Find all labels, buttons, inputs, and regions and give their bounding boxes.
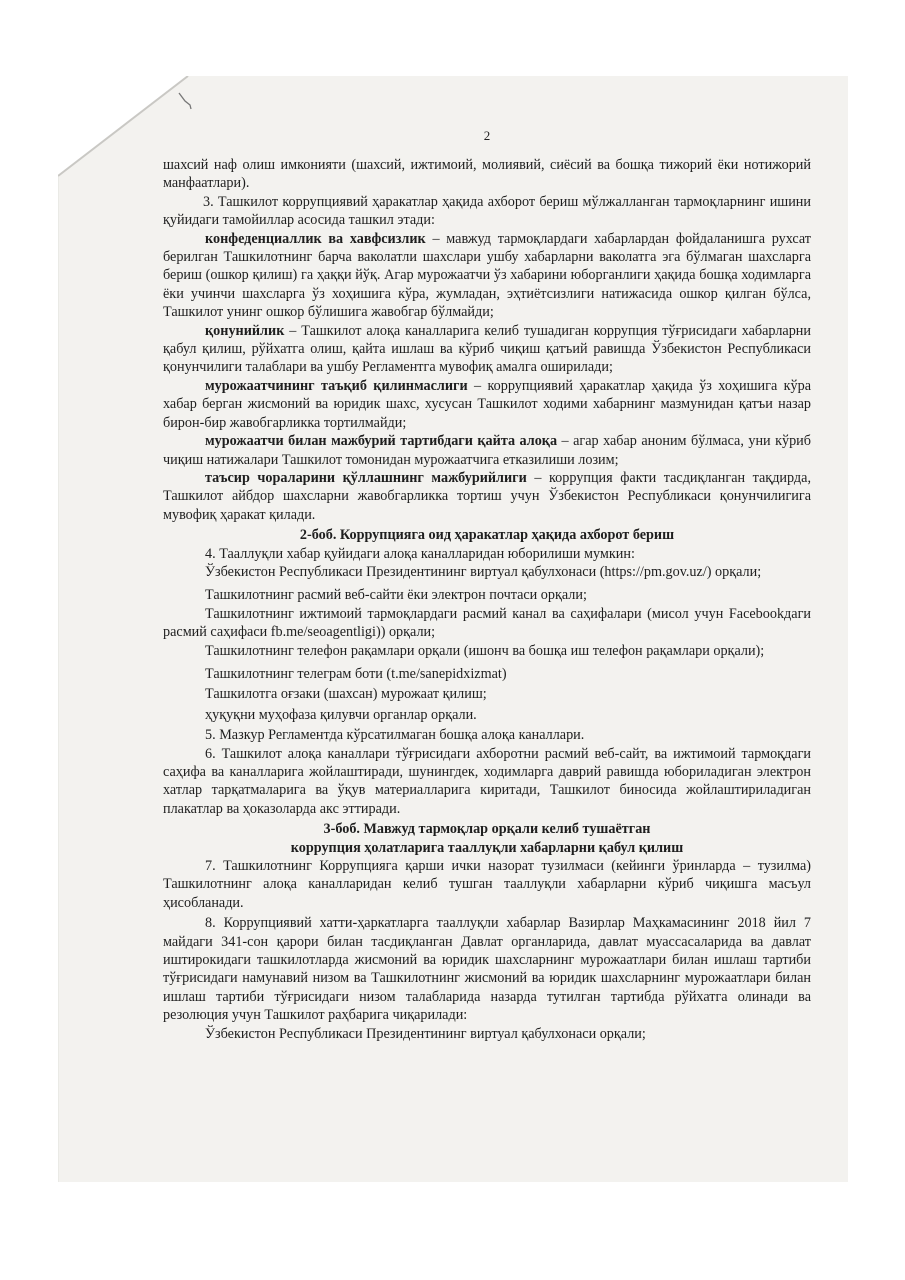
channel-item: Ўзбекистон Республикаси Президентининг виртуал қабулхонаси (https://pm.gov.uz/) орқали;	[205, 563, 762, 580]
document-body	[163, 128, 811, 1043]
principle-paragraph	[163, 377, 811, 432]
paragraph: 3. Ташкилот коррупциявий ҳаракатлар ҳақида ахборот бериш мўлжалланган тармоқларнинг ишини қуйидаги тамойиллар асосида ташкил этади:	[163, 193, 811, 229]
channel-item: Ташкилотнинг телефон рақамлари орқали (ишонч ва бошқа иш телефон рақамлари орқали);	[205, 642, 765, 659]
paragraph: 7. Ташкилотнинг Коррупцияга қарши ички назорат тузилмаси (кейинги ўринларда – тузилма) Ташкилотнинг алоқа каналларидан келиб тушган тааллуқли хабарларни кўриб чиқишга масъул ҳисобланади.	[163, 858, 811, 911]
paragraph: 5. Мазкур Регламентда кўрсатилмаган бошқа алоқа каналлари.	[205, 727, 585, 744]
paragraph: 4. Тааллуқли хабар қуйидаги алоқа каналларидан юборилиши мумкин:	[205, 545, 635, 562]
principle-paragraph	[163, 230, 811, 322]
paragraph: 6. Ташкилот алоқа каналлари тўғрисидаги ахборотни расмий веб-сайт, ва ижтимоий тармоқдаги саҳифа ва каналларига жойлаштиради, шунингдек, ходимларга даврий равишда юбориладиган электрон хатлар тарқатмаларига ва ўқув материалларига киритади, Ташкилот биносида жойлаштириладиган плакатлар ва ҳоказоларда акс эттиради.	[163, 745, 811, 817]
principle-paragraph	[163, 469, 811, 524]
principle-term: мурожаатчи билан мажбурий тартибдаги қайта алоқа	[205, 433, 558, 450]
principle-text: – коррупция факти тасдиқланган тақдирда, Ташкилот айбдор шахсларни жавобгарликка тортиш учун Ўзбекистон Республикаси қонунчилигига мувофиқ ҳаракат қилади.	[163, 469, 811, 523]
channel-item: Ташкилотнинг телеграм боти (t.me/sanepidxizmat)	[205, 665, 507, 682]
paragraph: шахсий наф олиш имконияти (шахсий, ижтимоий, молиявий, сиёсий ва бошқа тижорий ёки нотижорий манфаатлари).	[163, 157, 811, 192]
principle-term: мурожаатчининг таъқиб қилинмаслиги	[205, 377, 468, 394]
principle-term: конфеденциаллик ва хавфсизлик	[205, 230, 426, 247]
principle-paragraph	[163, 432, 811, 469]
pen-mark	[176, 90, 196, 112]
paragraph: Ўзбекистон Республикаси Президентининг виртуал қабулхонаси орқали;	[205, 1025, 646, 1042]
principle-text: – мавжуд тармоқлардаги хабарлардан фойдаланишга рухсат берилган Ташкилотнинг барча ваколатли шахслари ушбу хабарларни ваколатга эга бўлмаган шахсларга бериш (ошкор қилиш) га ҳаққи йўқ. Агар мурожаатчи ўз хабарини юборганлиги ҳақида бошқа ходимларга ёки учинчи шахсларга ўз хоҳишига кўра, жумладан, эҳтиётсизлиги натижасида ошкор қилган бўлса, Ташкилот унинг ошкор бўлишига жавобгар бўлмайди;	[163, 230, 811, 321]
principle-term: таъсир чораларини қўллашнинг мажбурийлиги	[205, 469, 527, 486]
chapter-2-heading: 2-боб. Коррупцияга оид ҳаракатлар ҳақида ахборот бериш	[299, 527, 675, 544]
channel-item: Ташкилотнинг расмий веб-сайти ёки электрон почтаси орқали;	[205, 587, 587, 604]
channel-item: Ташкилотга оғзаки (шахсан) мурожаат қилиш;	[205, 686, 487, 703]
principle-paragraph	[163, 322, 811, 377]
principle-text: – агар хабар аноним бўлмаса, уни кўриб чиқиш натижалари Ташкилот томонидан мурожаатчига етказилиши лозим;	[163, 433, 811, 468]
principle-term: қонунийлик	[205, 322, 285, 339]
channel-item: ҳуқуқни муҳофаза қилувчи органлар орқали.	[205, 706, 477, 723]
chapter-3-heading-line-1: 3-боб. Мавжуд тармоқлар орқали келиб тушаётган	[323, 821, 651, 838]
channel-item: Ташкилотнинг ижтимоий тармоқлардаги расмий канал ва саҳифалари (мисол учун Facebookдаги расмий саҳифаси fb.me/seoagentligi)) орқали;	[163, 605, 811, 641]
page-number: 2	[483, 128, 491, 143]
paragraph: 8. Коррупциявий хатти-ҳаркатларга тааллуқли хабарлар Вазирлар Маҳкамасининг 2018 йил 7 майдаги 341-сон қарори билан тасдиқланган Давлат органларида, давлат муассасаларида ва давлат иштирокидаги ташкилотларда жисмоний ва юридик шахсларнинг мурожаатлари билан ишлаш тартиби тўғрисидаги намунавий низом ва Ташкилотнинг жисмоний ва юридик шахсларнинг мурожаатлари билан ишлаш тартиби тўғрисидаги низом талабларида назарда тутилган тартибда рўйхатга олинади ва резолюция учун Ташкилот раҳбарига чиқарилади:	[163, 915, 811, 1024]
principle-text: – коррупциявий ҳаракатлар ҳақида ўз хоҳишига кўра хабар берган жисмоний ва юридик шахс, хусусан Ташкилот ходими хабарнинг мазмунидан қатъи назар бирон-бир жавобгарликка тортилмайди;	[163, 377, 811, 431]
chapter-3-heading-line-2: коррупция ҳолатларига тааллуқли хабарларни қабул қилиш	[290, 839, 684, 856]
principle-text: – Ташкилот алоқа каналларига келиб тушадиган коррупция тўғрисидаги хабарларни қабул қилиш, рўйхатга олиш, қайта ишлаш ва кўриб чиқиш қатъий равишда Ўзбекистон Республикаси қонунчилиги талаблари ва ушбу Регламентга мувофиқ амалга оширилади;	[163, 322, 811, 376]
